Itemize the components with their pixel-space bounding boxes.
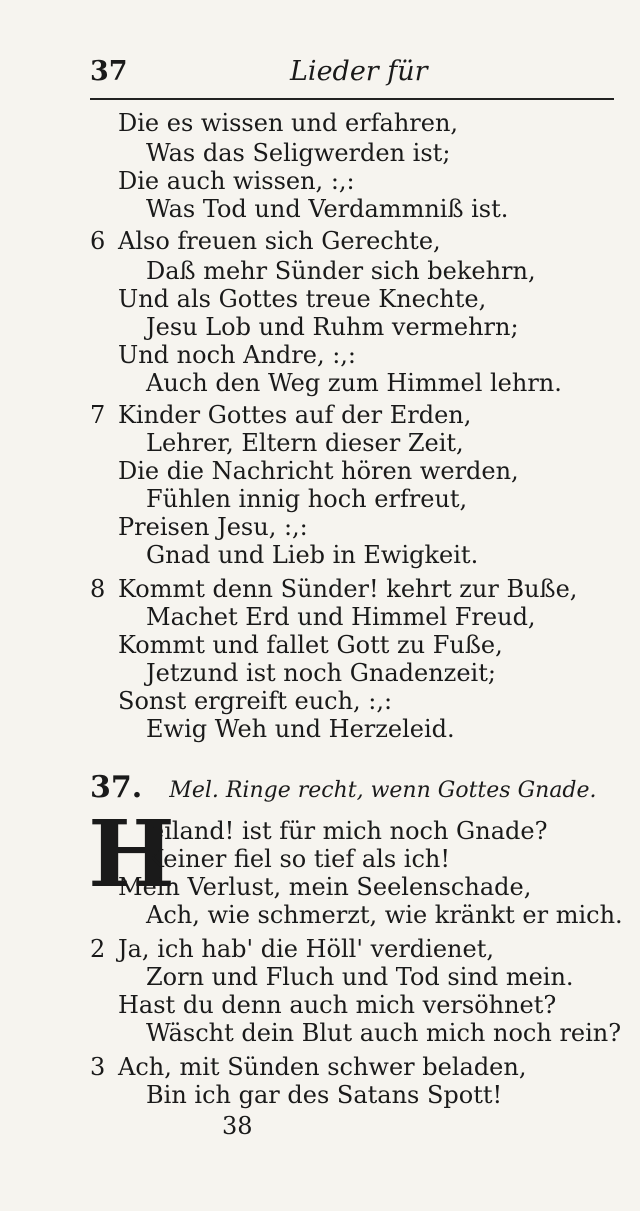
verse-line: Also freuen sich Gerechte,: [118, 227, 441, 255]
verse-line: Jesu Lob und Ruhm vermehrn;: [146, 313, 519, 341]
verse-line: Jetzund ist noch Gnadenzeit;: [146, 659, 496, 687]
verse-line: Was Tod und Verdammniß ist.: [146, 195, 509, 223]
verse-line: Fühlen innig hoch erfreut,: [146, 485, 468, 513]
verse-line: Lehrer, Eltern dieser Zeit,: [146, 429, 464, 457]
verse-line: Preisen Jesu, :,:: [118, 513, 308, 541]
verse-line: eiland! ist für mich noch Gnade?: [150, 817, 548, 845]
header-rule: [90, 98, 614, 100]
stanza-number: 3: [90, 1053, 106, 1081]
verse-line: Was das Seligwerden ist;: [146, 139, 451, 167]
verse-line: Zorn und Fluch und Tod sind mein.: [146, 963, 574, 991]
verse-line: Ewig Weh und Herzeleid.: [146, 715, 455, 743]
verse-line: Kinder Gottes auf der Erden,: [118, 401, 472, 429]
verse-line: Und noch Andre, :,:: [118, 341, 356, 369]
stanza-number: 7: [90, 401, 106, 429]
verse-line: Daß mehr Sünder sich bekehrn,: [146, 257, 536, 285]
verse-line: Bin ich gar des Satans Spott!: [146, 1081, 503, 1109]
verse-line: Die die Nachricht hören werden,: [118, 457, 519, 485]
verse-line: Ach, wie schmerzt, wie kränkt er mich.: [146, 901, 623, 929]
signature-mark: 38: [222, 1112, 253, 1140]
verse-line: Gnad und Lieb in Ewigkeit.: [146, 541, 479, 569]
verse-line: Ach, mit Sünden schwer beladen,: [118, 1053, 527, 1081]
verse-line: Die es wissen und erfahren,: [118, 109, 459, 137]
verse-line: Auch den Weg zum Himmel lehrn.: [146, 369, 562, 397]
melody-note: Mel. Ringe recht, wenn Gottes Gnade.: [169, 778, 597, 803]
stanza-number: 2: [90, 935, 106, 963]
drop-cap: H: [88, 800, 175, 908]
verse-line: Sonst ergreift euch, :,:: [118, 687, 393, 715]
hymn-number: 37.: [90, 770, 143, 805]
verse-line: Kommt und fallet Gott zu Fuße,: [118, 631, 503, 659]
verse-line: Ja, ich hab' die Höll' verdienet,: [118, 935, 494, 963]
stanza-number: 8: [90, 575, 106, 603]
stanza-number: 6: [90, 227, 106, 255]
verse-line: Hast du denn auch mich versöhnet?: [118, 991, 557, 1019]
verse-line: Keiner fiel so tief als ich!: [146, 845, 451, 873]
verse-line: Kommt denn Sünder! kehrt zur Buße,: [118, 575, 578, 603]
page-header: [90, 56, 614, 96]
verse-line: Mein Verlust, mein Seelenschade,: [118, 873, 532, 901]
verse-line: Und als Gottes treue Knechte,: [118, 285, 487, 313]
verse-line: Die auch wissen, :,:: [118, 167, 355, 195]
verse-line: Wäscht dein Blut auch mich noch rein?: [146, 1019, 622, 1047]
running-title: Lieder für: [290, 56, 428, 87]
page-number: 37: [90, 56, 128, 87]
verse-line: Machet Erd und Himmel Freud,: [146, 603, 536, 631]
